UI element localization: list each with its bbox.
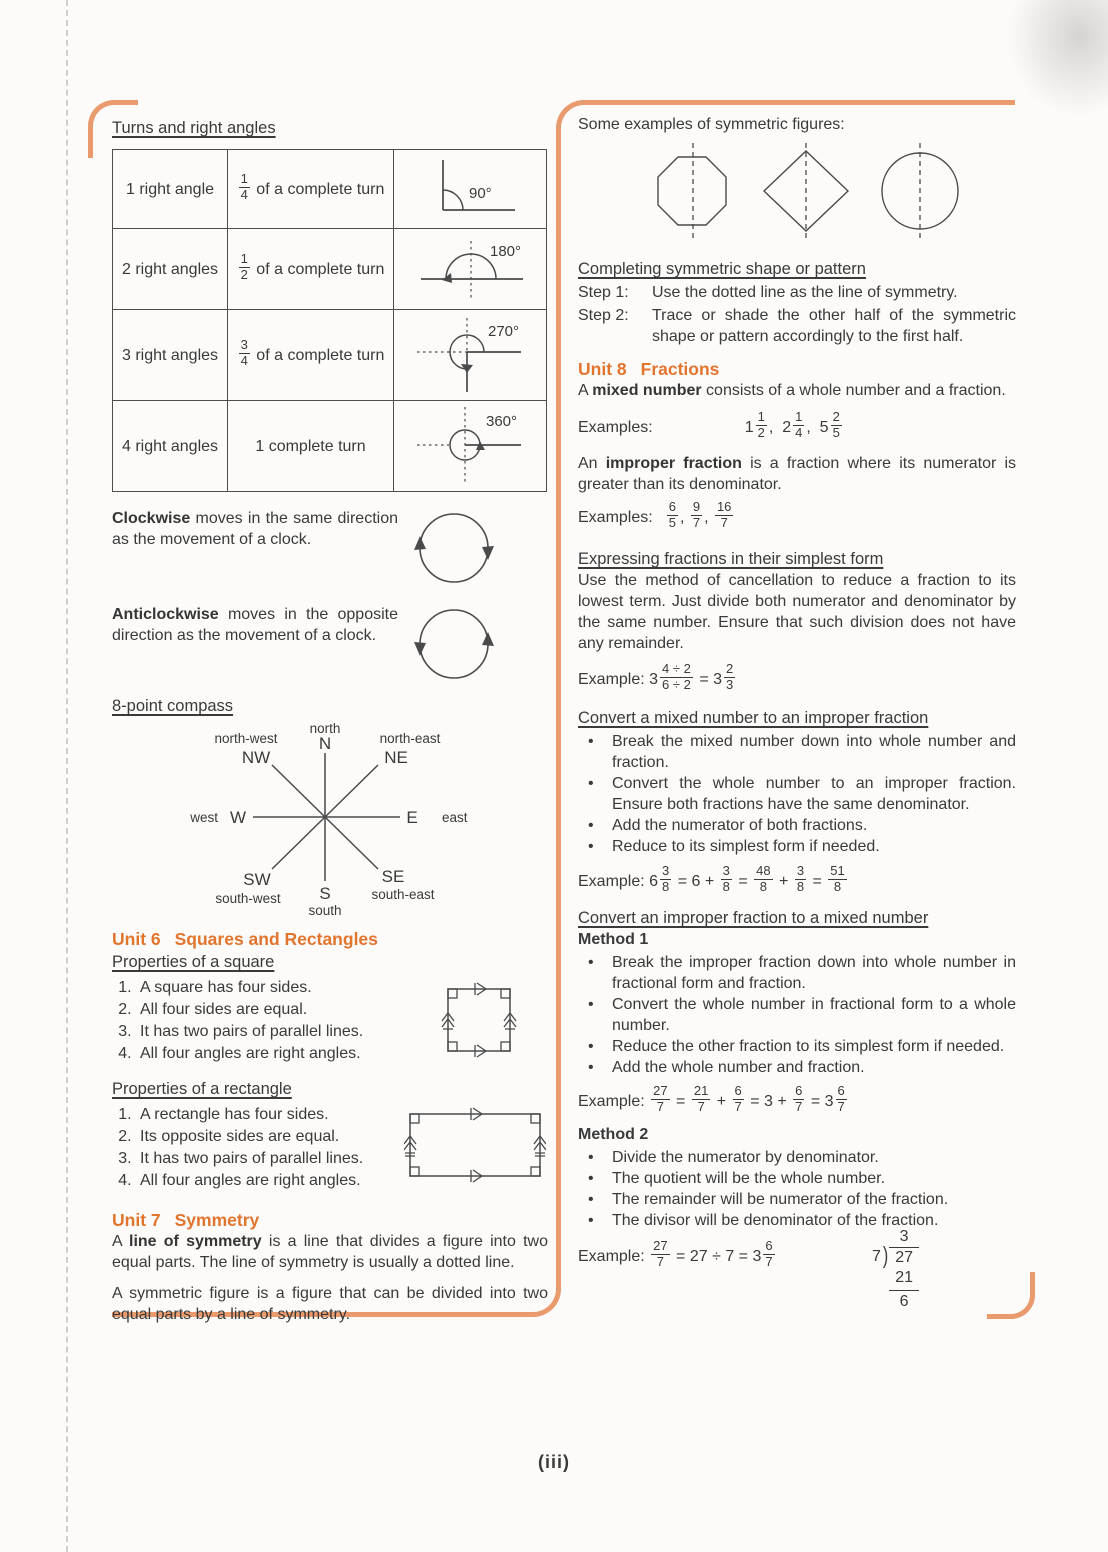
bullet-item: • Convert the whole number to an improper fraction. Ensure both fractions have the same denominator. [578,773,1016,815]
svg-text:270°: 270° [488,323,520,340]
list-item: 4. All four angles are right angles. [136,1170,548,1192]
list-item: 1. A rectangle has four sides. [136,1104,548,1126]
diamond-figure [760,139,852,243]
step2-text: Trace or shade the other half of the symmetric shape or pattern accordingly to the first half. [652,307,1016,345]
method2-example-row [578,1228,1016,1337]
svg-text:south-east: south-east [371,887,435,902]
scan-smudge [1005,0,1108,120]
step1-row [578,282,1016,303]
svg-text:south: south [308,903,342,917]
long-division-divisor: 7 ) [872,1247,889,1268]
svg-text:N: N [318,734,332,753]
turn-180-diagram [395,229,545,303]
page-perforation-line [66,0,68,1552]
square-properties-block [112,977,548,1073]
list-item: 4. All four angles are right angles. [136,1043,548,1065]
compass-heading: 8-point compass [112,697,234,715]
anticlockwise-circle-icon [412,602,496,686]
left-column [112,118,548,1325]
unit8-heading: Unit 8 Fractions [578,359,720,379]
svg-text:SW: SW [243,870,271,889]
rectangle-diagram [404,1106,546,1184]
frame-divider-decoration [556,145,561,1277]
turn-description: 1 complete turn [255,437,366,455]
turn-label: 3 right angles [113,310,228,401]
simplest-form-example: Example: 3 $\frac{4 \div 2}{6 \div 2}$ = 3 $\frac{2}{3}$ [578,660,734,692]
bullet-item: • Break the mixed number down into whole number and fraction. [578,731,1016,773]
turn-description: $\frac{1}{2}$ of a complete turn [240,250,385,282]
svg-text:SE: SE [381,867,405,886]
list-item: 2. Its opposite sides are equal. [136,1126,548,1148]
turn-label: 1 right angle [113,150,228,229]
circle-figure [874,139,966,243]
turn-label: 2 right angles [113,229,228,310]
svg-text:90°: 90° [469,185,492,202]
svg-text:E: E [406,808,418,827]
svg-text:north-east: north-east [379,731,441,746]
compass-diagram [160,719,490,917]
svg-text:360°: 360° [486,413,518,430]
turn-90-diagram [395,150,545,222]
rectangle-properties-block [112,1104,548,1196]
mixed-to-improper-heading: Convert a mixed number to an improper fraction [578,709,929,727]
anticlockwise-text: Anticlockwise moves in the opposite direction as the movement of a clock. [112,606,398,644]
division-bracket-icon: ) [882,1243,889,1269]
turns-heading: Turns and right angles [112,119,276,137]
symmetric-examples-intro: Some examples of symmetric figures: [578,116,845,133]
bullet-item: • The quotient will be the whole number. [578,1168,1016,1189]
bullet-item: • Convert the whole number in fractional form to a whole number. [578,994,1016,1036]
svg-text:180°: 180° [490,243,522,260]
mixed-to-improper-example: Example: 6 $\frac{3}{8}$ = 6 + $\frac{3}{8}$ = $\frac{48}{8}$ + $\frac{3}{8}$ = $\frac{51}{8}$ [578,862,845,894]
anticlockwise-block [112,604,548,692]
rectangle-properties-heading: Properties of a rectangle [112,1080,292,1098]
bullet-item: • Reduce to its simplest form if needed. [578,836,1016,857]
bullet-item: • The divisor will be denominator of the fraction. [578,1210,1016,1231]
step2-row [578,305,1016,347]
clockwise-text: Clockwise moves in the same direction as the movement of a clock. [112,510,398,548]
simplest-form-heading: Expressing fractions in their simplest form [578,550,884,568]
step2-label: Step 2: [578,307,629,324]
improper-fraction-definition: An improper fraction is a fraction where its numerator is greater than its denominator. [578,455,1017,493]
bullet-item: • Add the whole number and fraction. [578,1057,1016,1078]
svg-text:W: W [229,808,247,827]
mixed-to-improper-list [578,731,1016,857]
turn-description: $\frac{3}{4}$ of a complete turn [240,336,385,368]
bullet-item: • Add the numerator of both fractions. [578,815,1016,836]
turns-table [112,149,547,492]
improper-examples-row [578,497,1016,537]
turn-label: 4 right angles [113,401,228,492]
turn-description: $\frac{1}{4}$ of a complete turn [240,170,385,202]
long-division-remainder: 6 [899,1293,909,1310]
mixed-examples: 1 $\frac{1}{2}$ , 2 $\frac{1}{4}$ , 5 $\frac{2}{5}$ [744,408,840,440]
method1-list [578,952,1016,1078]
octagon-figure [650,139,738,243]
simplest-form-body: Use the method of cancellation to reduce a fraction to its lowest term. Just divide both numerator and denominator by the same number. Ensure that such division does not have any remainder. [578,572,1016,652]
list-item: 3. It has two pairs of parallel lines. [136,1021,548,1043]
svg-text:S: S [319,884,331,903]
symmetric-figure-definition: A symmetric figure is a figure that can be divided into two equal parts by a line of symmetry. [112,1285,548,1323]
square-diagram [438,979,520,1061]
mixed-number-definition: A mixed number consists of a whole number and a fraction. [578,382,1006,399]
svg-text:NE: NE [384,748,408,767]
page-number: (iii) [538,1452,570,1472]
improper-examples: $\frac{6}{5}$ , $\frac{9}{7}$ , $\frac{16}{7}$ [668,498,732,530]
svg-text:NW: NW [241,748,271,767]
right-column [578,114,1016,1337]
clockwise-circle-icon [412,506,496,590]
step1-text: Use the dotted line as the line of symmetry. [652,284,958,301]
long-division-subtract: 21 [889,1268,919,1291]
list-item: 1. A square has four sides. [136,977,548,999]
svg-text:north: north [309,721,341,736]
turn-360-diagram [395,401,545,485]
bullet-item: • Reduce the other fraction to its simplest form if needed. [578,1036,1016,1057]
svg-text:west: west [190,810,218,825]
improper-to-mixed-heading: Convert an improper fraction to a mixed number [578,909,929,927]
completing-heading: Completing symmetric shape or pattern [578,260,866,278]
mixed-examples-row [578,407,1016,447]
examples-label: Examples: [578,508,653,526]
symmetry-definition: A line of symmetry is a line that divides a figure into two equal parts. The line of symmetry is usually a dotted line. [112,1233,549,1271]
clockwise-block [112,508,548,596]
table-row [113,310,547,401]
step1-label: Step 1: [578,284,629,301]
list-item: 3. It has two pairs of parallel lines. [136,1148,548,1170]
method2-list [578,1147,1016,1231]
svg-text:north-west: north-west [214,731,278,746]
bullet-item: • Divide the numerator by denominator. [578,1147,1016,1168]
method1-heading: Method 1 [578,931,649,948]
table-row [113,401,547,492]
long-division-dividend: 27 [889,1247,919,1268]
examples-label: Examples: [578,418,653,436]
bullet-item: • The remainder will be numerator of the fraction. [578,1189,1016,1210]
bullet-item: • Break the improper fraction down into whole number in fractional form and fraction. [578,952,1016,994]
table-row [113,150,547,229]
method2-heading: Method 2 [578,1126,649,1143]
svg-text:south-west: south-west [215,891,281,906]
svg-text:east: east [442,810,468,825]
method1-example: Example: $\frac{27}{7}$ = $\frac{21}{7}$ + $\frac{6}{7}$ = 3 + $\frac{6}{7}$ = 3 $\frac{6}{7}$ [578,1082,845,1114]
square-properties-heading: Properties of a square [112,953,275,971]
list-item: 2. All four sides are equal. [136,999,548,1021]
long-division [872,1227,919,1312]
symmetric-figures-row [650,139,1016,247]
long-division-quotient: 3 [899,1228,909,1245]
method2-example: Example: $\frac{27}{7}$ = 27 ÷ 7 = 3 $\frac{6}{7}$ [578,1237,773,1269]
table-row [113,229,547,310]
unit7-heading: Unit 7 Symmetry [112,1210,260,1230]
turn-270-diagram [395,310,545,394]
unit6-heading: Unit 6 Squares and Rectangles [112,929,378,949]
